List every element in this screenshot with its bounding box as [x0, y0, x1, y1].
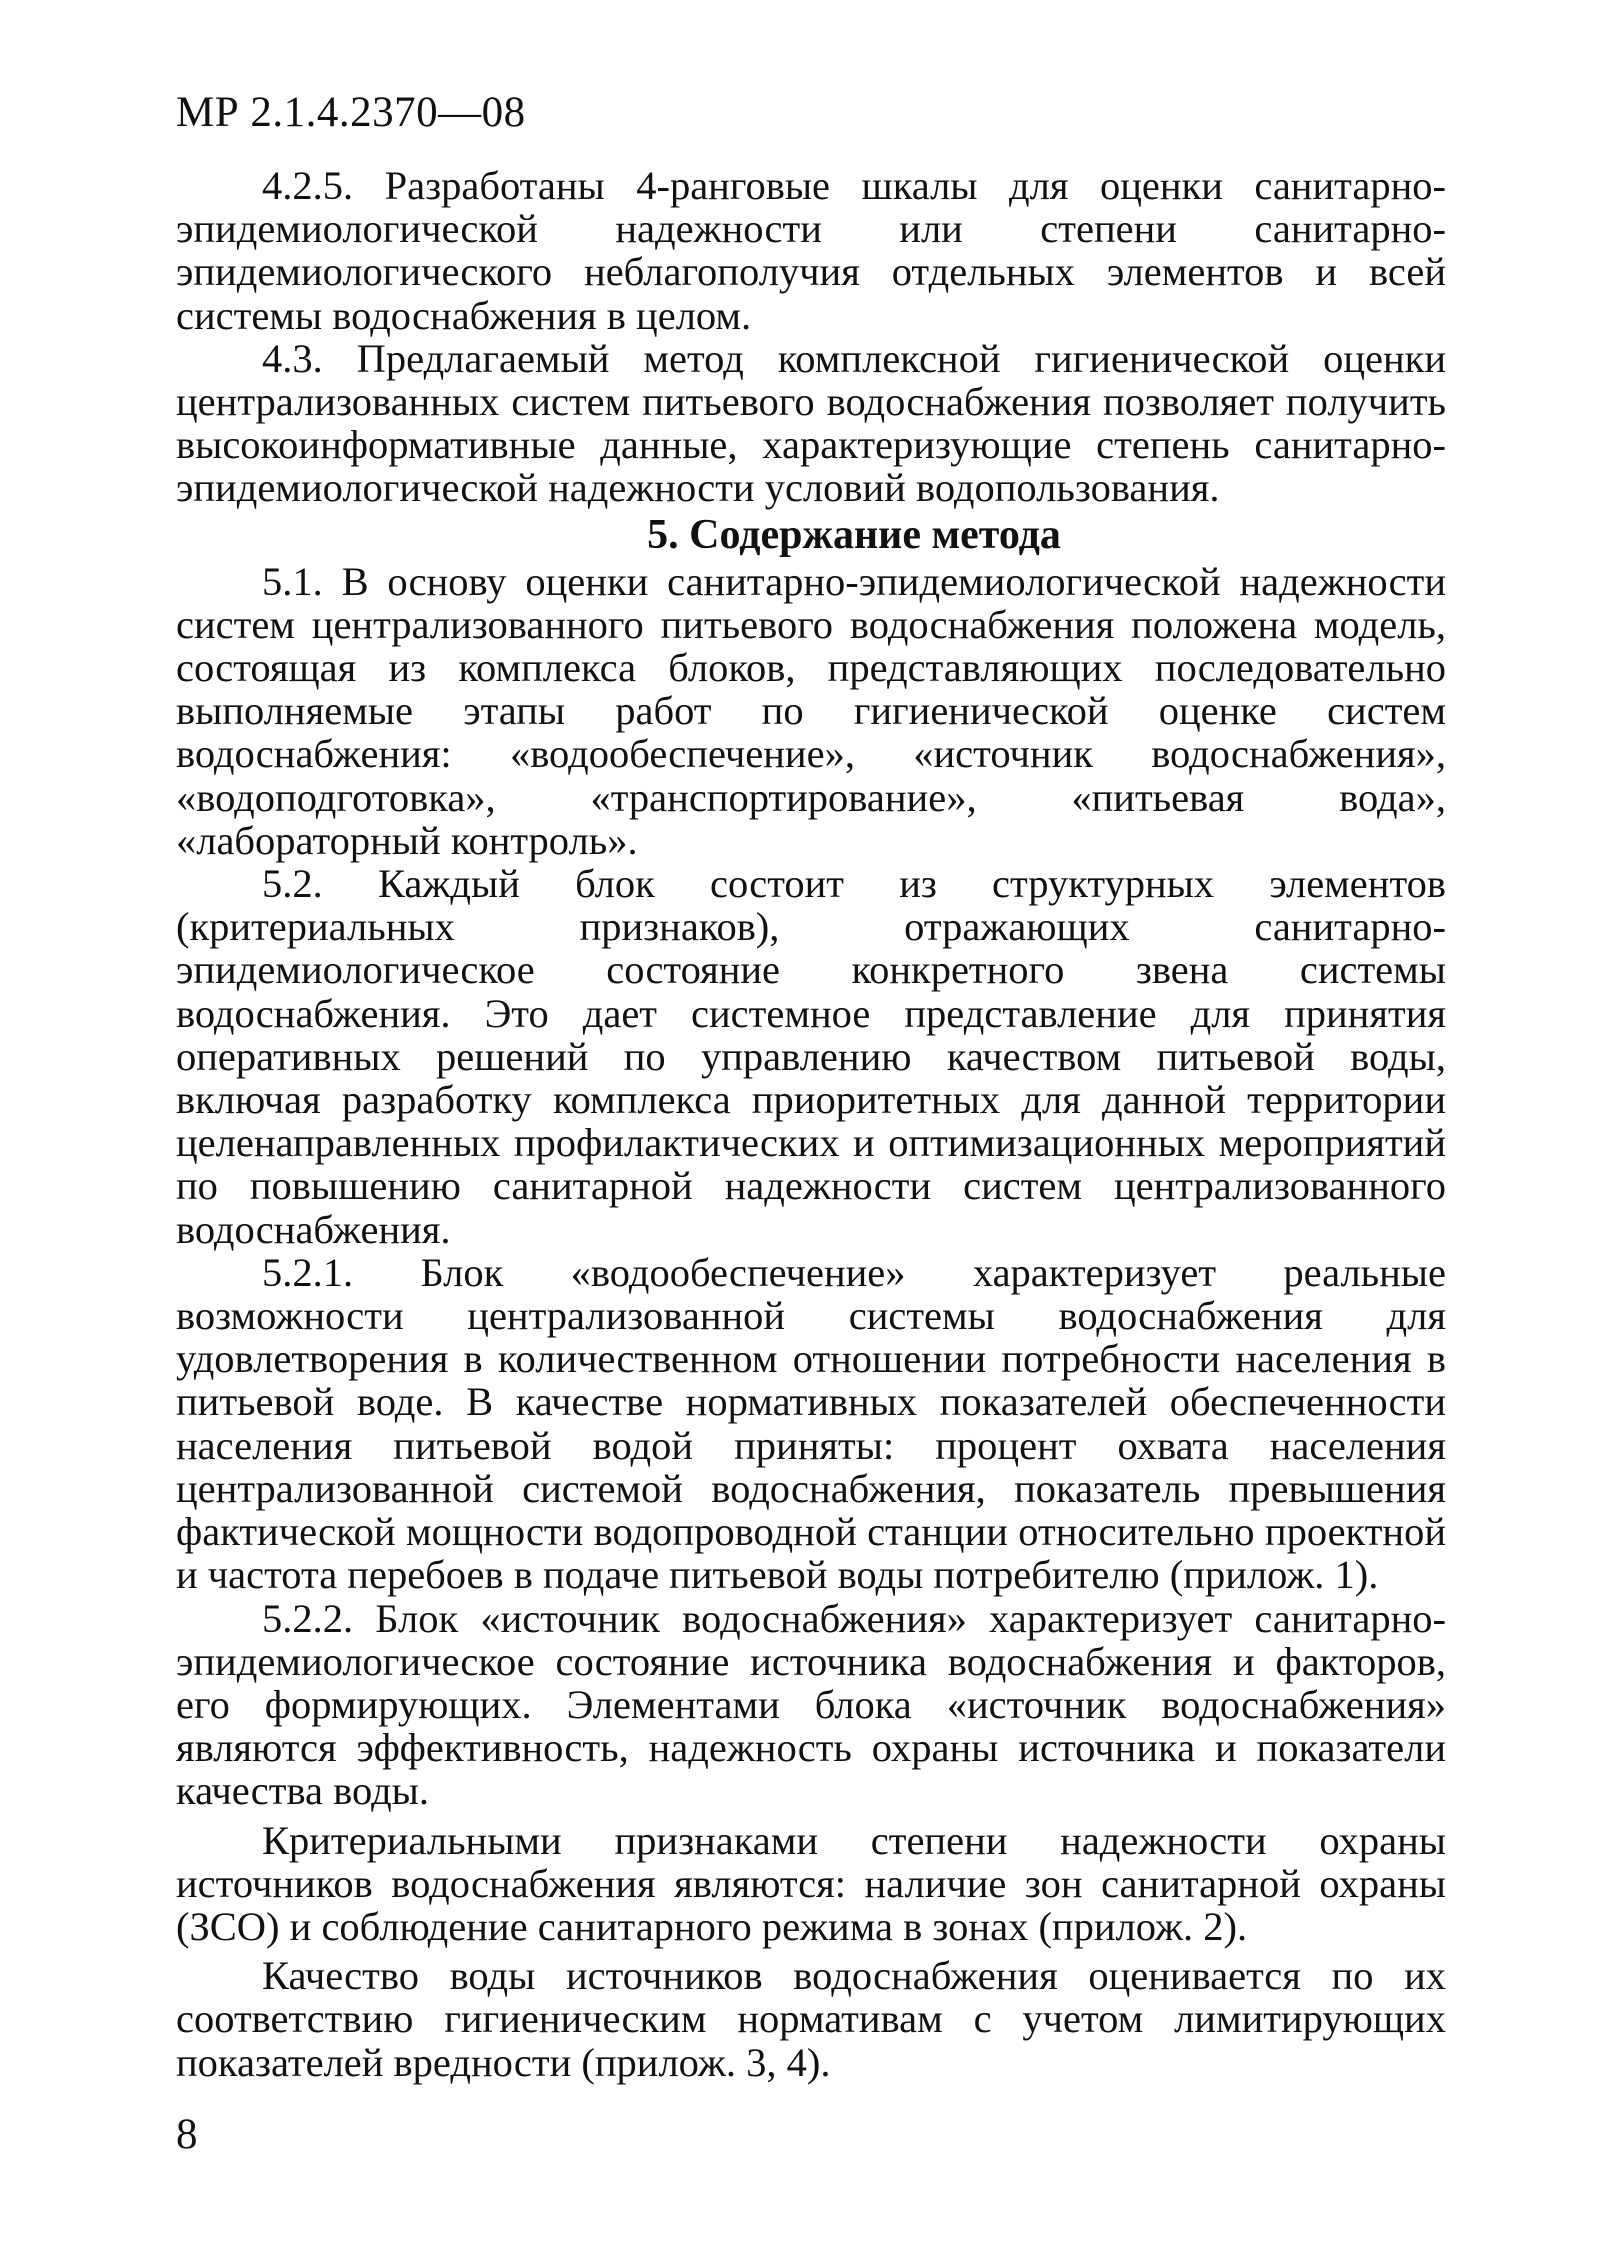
page-number: 8: [176, 2111, 198, 2158]
paragraph-4-2-5: 4.2.5. Разработаны 4-ранговые шкалы для оценки санитарно-эпидемиологической надежности или степени санитарно-эпидемиологического неблагополучия отдельных элементов и всей системы водоснабжения в целом.: [176, 163, 1446, 338]
paragraph-source-protection: Критериальными признаками степени надежности охраны источников водоснабжения являются: наличие зон санитарной охраны (ЗСО) и соблюдение санитарного режима в зонах (прилож. 2).: [176, 1817, 1446, 1949]
section-title: 5. Содержание метода: [647, 511, 1061, 558]
paragraph-5-2: 5.2. Каждый блок состоит из структурных элементов (критериальных признаков), отражающих санитарно-эпидемиологическое состояние конкретного звена системы водоснабжения. Это дает системное представление для принятия оперативных решений по управлению качеством питьевой воды, включая разработку комплекса приоритетных для данной территории целенаправленных профилактических и оптимизационных мероприятий по повышению санитарной надежности систем централизованного водоснабжения.: [176, 861, 1446, 1252]
paragraph-4-3: 4.3. Предлагаемый метод комплексной гигиенической оценки централизованных систем питьевого водоснабжения позволяет получить высокоинформативные данные, характеризующие степень санитарно-эпидемиологической надежности условий водопользования.: [176, 335, 1446, 511]
paragraph-5-1: 5.1. В основу оценки санитарно-эпидемиологической надежности систем централизованного питьевого водоснабжения положена модель, состоящая из комплекса блоков, представляющих последовательно выполняемые этапы работ по гигиенической оценке систем водоснабжения: «водообеспечение», «источник водоснабжения», «водоподготовка», «транспортирование», «питьевая вода», «лабораторный контроль».: [176, 558, 1446, 863]
paragraph-5-2-2: 5.2.2. Блок «источник водоснабжения» характеризует санитарно-эпидемиологическое состояние источника водоснабжения и факторов, его формирующих. Элементами блока «источник водоснабжения» являются эффективность, надежность охраны источника и показатели качества воды.: [176, 1595, 1446, 1814]
document-code-header: МР 2.1.4.2370—08: [176, 89, 526, 136]
paragraph-5-2-1: 5.2.1. Блок «водообеспечение» характеризует реальные возможности централизованной системы водоснабжения для удовлетворения в количественном отношении потребности населения в питьевой воде. В качестве нормативных показателей обеспеченности населения питьевой водой приняты: процент охвата населения централизованной системой водоснабжения, показатель превышения фактической мощности водопроводной станции относительно проектной и частота перебоев в подаче питьевой воды потребителю (прилож. 1).: [176, 1249, 1446, 1598]
document-body: [176, 164, 1446, 2084]
paragraph-water-quality: Качество воды источников водоснабжения оценивается по их соответствию гигиеническим нормативам с учетом лимитирующих показателей вредности (прилож. 3, 4).: [176, 1953, 1446, 2085]
